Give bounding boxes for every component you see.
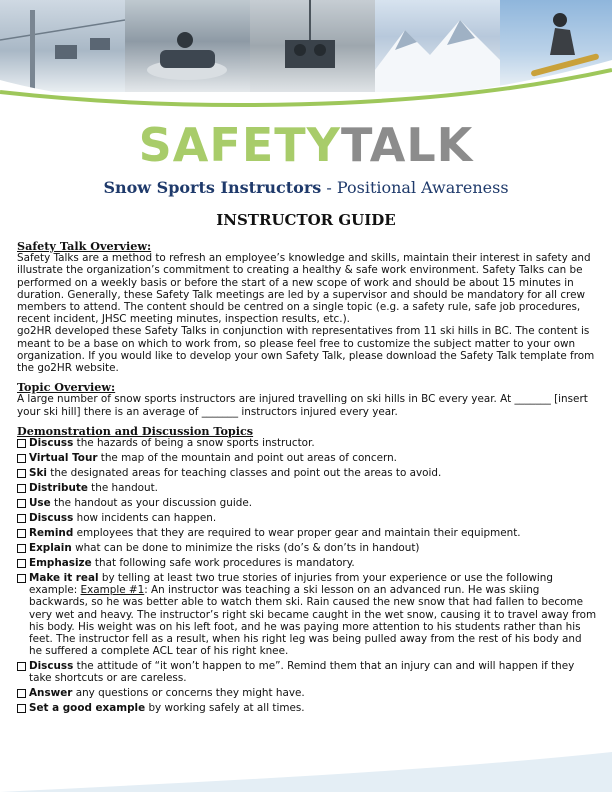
checkbox-square-icon [17, 469, 26, 478]
topic-item [17, 687, 597, 699]
topic-item-action: Remind [29, 527, 74, 540]
document-subtitle [0, 178, 612, 197]
logo-talk-word: TALK [340, 118, 474, 172]
header-banner [0, 0, 612, 120]
subtitle-bold: Snow Sports Instructors [103, 178, 322, 197]
checkbox-square-icon [17, 514, 26, 523]
overview-paragraph-1: Safety Talks are a method to refresh an employee’s knowledge and skills, maintain their interest in safety and illustrate the organization’s commitment to creating a healthy & safe work environment. Safety Talks can be performed on a weekly basis or before the start of a new scope of work and should be about 15 minutes in duration. Generally, these Safety Talk meetings are led by a supervisor and should be mandatory for all crew members to attend. The content should be centred on a single topic (e.g. a safety rule, safe job procedures, recent incident, JHSC meeting minutes, inspection results, etc.). [17, 252, 591, 326]
topic-item [17, 512, 597, 524]
topic-item-action: Use [29, 497, 51, 510]
topic-item-text: by telling at least two true stories of injuries from your experience or use the following example: [29, 572, 553, 597]
checkbox-square-icon [17, 499, 26, 508]
topic-item-action: Discuss [29, 437, 74, 450]
checkbox-square-icon [17, 529, 26, 538]
topic-item [17, 660, 597, 684]
topic-item [17, 557, 597, 569]
topic-item-text: the designated areas for teaching classes and point out the areas to avoid. [46, 467, 442, 480]
demonstration-heading: Demonstration and Discussion Topics [17, 423, 254, 438]
topic-item [17, 452, 597, 464]
topic-item [17, 572, 597, 657]
topic-item [17, 482, 597, 494]
checkbox-square-icon [17, 559, 26, 568]
topic-item-text: the map of the mountain and point out areas of concern. [97, 452, 397, 465]
demonstration-list [17, 437, 597, 715]
topic-item-action: Set a good example [29, 702, 146, 715]
topic-item [17, 467, 597, 479]
footer-swoosh [0, 752, 612, 792]
topic-item-text: the attitude of “it won’t happen to me”. Remind them that an injury can and will happen if they take shortcuts or are careless. [29, 660, 575, 685]
example-label: Example #1 [80, 584, 145, 597]
topic-item-action: Answer [29, 687, 73, 700]
topic-item [17, 497, 597, 509]
topic-item-action: Distribute [29, 482, 88, 495]
logo-safety-word: SAFETY [138, 118, 341, 172]
topic-item-action: Virtual Tour [29, 452, 98, 465]
topic-item-text: how incidents can happen. [73, 512, 217, 525]
checkbox-square-icon [17, 704, 26, 713]
instructor-guide-title: INSTRUCTOR GUIDE [216, 211, 396, 229]
demonstration-section [17, 425, 597, 715]
topic-item-text: the handout as your discussion guide. [50, 497, 253, 510]
topic-item [17, 702, 597, 714]
topic-item-text: that following safe work procedures is mandatory. [91, 557, 355, 570]
topic-item-text: any questions or concerns they might have. [72, 687, 305, 700]
checkbox-square-icon [17, 544, 26, 553]
topic-item-text: what can be done to minimize the risks (do’s & don’ts in handout) [71, 542, 420, 555]
topic-item-text: the hazards of being a snow sports instructor. [73, 437, 315, 450]
example-text: : An instructor was teaching a ski lesson on an advanced run. He was skiing backwards, so he was better able to watch them ski. Rain caused the new snow that had fallen to become very wet and heavy. The instructor’s right ski became caught in the wet snow, causing it to travel away from his body. His weight was on his left foot, and he was paying more attention to his students rather than his feet. The instructor fell as a result, when his right leg was being pulled away from the rest of his body and he suffered a complete ACL tear of his right knee. [29, 584, 597, 658]
topic-item [17, 437, 597, 449]
checkbox-square-icon [17, 574, 26, 583]
topic-item-text: employees that they are required to wear proper gear and maintain their equipment. [73, 527, 521, 540]
topic-item [17, 542, 597, 554]
topic-item-action: Explain [29, 542, 72, 555]
document-body [17, 240, 597, 717]
topic-item-action: Make it real [29, 572, 99, 585]
checkbox-square-icon [17, 662, 26, 671]
checkbox-square-icon [17, 439, 26, 448]
checkbox-square-icon [17, 454, 26, 463]
safety-talk-overview-section [17, 240, 597, 374]
overview-paragraph-2: go2HR developed these Safety Talks in conjunction with representatives from 11 ski hills in BC. The content is meant to be a base on which to work from, so please feel free to customize the subject matter to your own organization. If you would like to develop your own Safety Talk, please download the Safety Talk template from the go2HR website. [17, 325, 595, 375]
topic-item-text: the handout. [87, 482, 158, 495]
safety-talk-logo [0, 118, 612, 170]
topic-paragraph: A large number of snow sports instructors are injured travelling on ski hills in BC every year. At _______ [insert your ski hill] there is an average of _______ instructors injured every year. [17, 393, 588, 418]
header-swoosh [0, 0, 612, 120]
checkbox-square-icon [17, 689, 26, 698]
checkbox-square-icon [17, 484, 26, 493]
topic-item [17, 527, 597, 539]
topic-item-action: Discuss [29, 512, 74, 525]
topic-item-action: Emphasize [29, 557, 92, 570]
topic-item-action: Ski [29, 467, 47, 480]
topic-heading: Topic Overview: [17, 380, 116, 395]
topic-overview-section [17, 381, 597, 418]
subtitle-rest: - Positional Awareness [321, 178, 509, 197]
topic-item-text: by working safely at all times. [145, 702, 305, 715]
overview-heading: Safety Talk Overview: [17, 239, 152, 253]
topic-item-action: Discuss [29, 660, 74, 673]
